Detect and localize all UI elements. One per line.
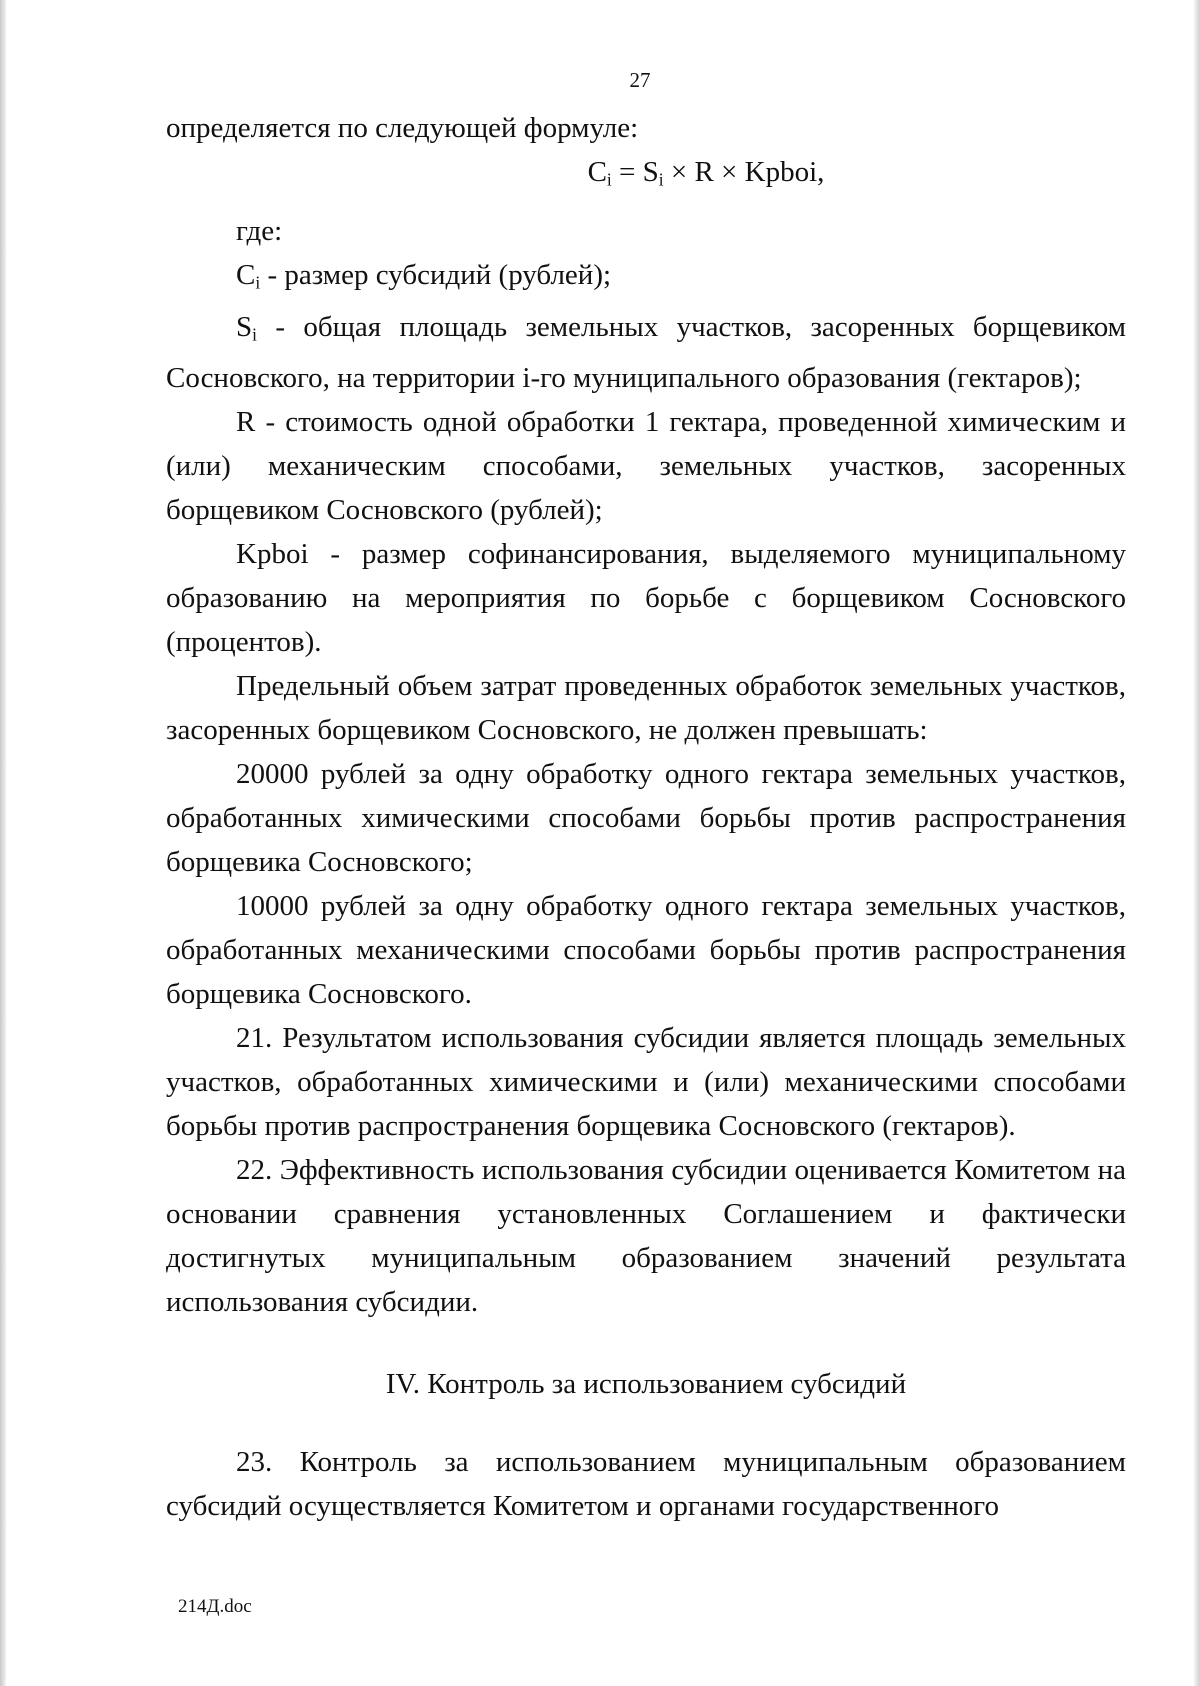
definition-s	[166, 305, 1126, 400]
definition-kpboi: Kpboi - размер софинансирования, выделяемого муниципальному образованию на мероприятия по борьбе с борщевиком Сосновского (процентов).	[166, 538, 1126, 659]
formula	[286, 150, 1126, 201]
def-c-text: - размер субсидий (рублей);	[260, 259, 612, 292]
def-c-symbol: C	[236, 259, 256, 292]
definition-r: R - стоимость одной обработки 1 гектара, проведенной химическим и (или) механическим способами, земельных участков, засоренных борщевиком Сосновского (рублей);	[166, 406, 1126, 527]
section-heading: IV. Контроль за использованием субсидий	[385, 1368, 907, 1401]
limit-intro: Предельный объем затрат проведенных обработок земельных участков, засоренных борщевиком Сосновского, не должен превышать:	[166, 670, 1126, 747]
item-21: 21. Результатом использования субсидии является площадь земельных участков, обработанных химическими и (или) механическими способами борьбы против распространения борщевика Сосновского (гектаров).	[166, 1022, 1126, 1143]
formula-s-sub: i	[658, 169, 664, 190]
def-c-sub: i	[255, 272, 261, 293]
intro-line: определяется по следующей формуле:	[166, 112, 639, 144]
item-22: 22. Эффективность использования субсидии оценивается Комитетом на основании сравнения установленных Соглашением и фактически достигнутых муниципальным образованием значений результата использования субсидии.	[166, 1154, 1126, 1319]
footer-filename: 214Д.doc	[178, 1596, 252, 1617]
formula-eq: =	[611, 156, 643, 188]
formula-c-sub: i	[606, 169, 612, 190]
formula-c: C	[587, 156, 607, 188]
limit-mechanical: 10000 рублей за одну обработку одного гектара земельных участков, обработанных механическими способами борьбы против распространения борщевика Сосновского.	[166, 890, 1126, 1011]
page-number: 27	[629, 68, 651, 92]
def-s-sub: i	[252, 324, 257, 345]
where-label: где:	[236, 215, 283, 248]
item-23: 23. Контроль за использованием муниципальным образованием субсидий осуществляется Комитетом и органами государственного	[166, 1446, 1126, 1523]
scan-edge-right	[1194, 0, 1200, 1686]
limit-chemical: 20000 рублей за одну обработку одного гектара земельных участков, обработанных химическими способами борьбы против распространения борщевика Сосновского;	[166, 758, 1126, 879]
formula-rest: × R × Kpboi,	[663, 156, 825, 188]
formula-s: S	[642, 156, 659, 188]
document-body	[166, 106, 1126, 1528]
scan-edge-left	[0, 0, 6, 1686]
definition-c	[166, 253, 1126, 304]
def-s-symbol: S	[236, 310, 253, 343]
def-s-text: - общая площадь земельных участков, засоренных борщевиком Сосновского, на территории i-го муниципального образования (гектаров);	[166, 310, 1126, 395]
